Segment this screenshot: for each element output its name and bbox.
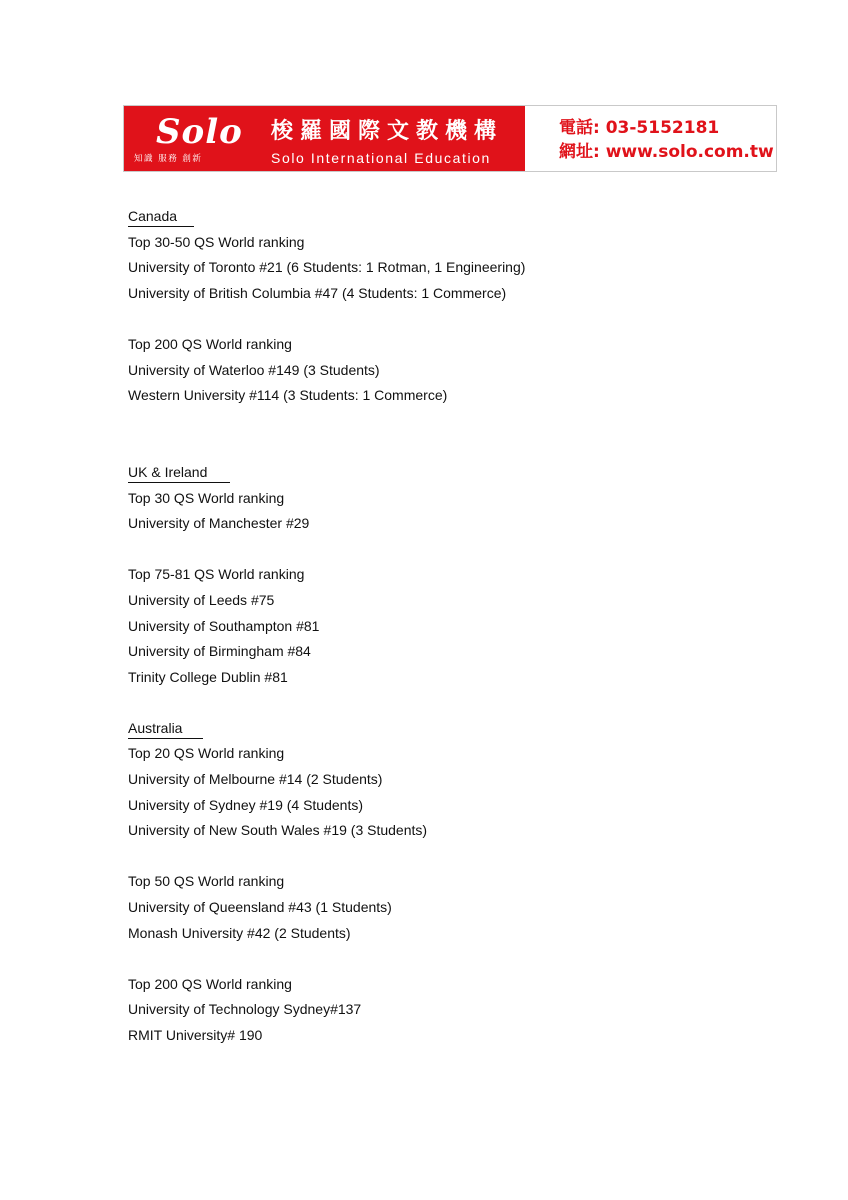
list-item: Monash University #42 (2 Students) [128,924,351,941]
list-item: University of Manchester #29 [128,515,310,532]
brand-english-name: Solo International Education [271,150,491,166]
website-link[interactable]: 網址: www.solo.com.tw [559,142,774,162]
brand-tagline: 知識 服務 創新 [134,154,203,164]
region-title: Canada [128,207,194,227]
list-item: University of Leeds #75 [128,591,275,608]
region-heading-uk-ireland [128,460,525,486]
list-item: RMIT University# 190 [128,1027,263,1043]
phone-number: 電話: 03-5152181 [559,118,720,138]
list-item: University of Technology Sydney#137 [128,1001,362,1018]
list-item: University of British Columbia #47 (4 Students: 1 Commerce) [128,284,507,301]
group-heading: Top 75-81 QS World ranking [128,566,305,583]
header-banner [123,105,777,172]
group-heading: Top 200 QS World ranking [128,975,292,992]
region-heading-australia [128,716,525,742]
group-heading: Top 200 QS World ranking [128,335,292,352]
group-heading: Top 30 QS World ranking [128,489,285,506]
list-item: University of Queensland #43 (1 Students) [128,899,392,916]
region-title: UK & Ireland [128,463,230,483]
group-heading: Top 50 QS World ranking [128,873,285,890]
list-item: Trinity College Dublin #81 [128,668,288,685]
group-heading: Top 30-50 QS World ranking [128,233,305,250]
list-item: University of Southampton #81 [128,617,320,634]
list-item: University of Sydney #19 (4 Students) [128,796,364,813]
list-item: University of Birmingham #84 [128,643,311,660]
list-item: University of Melbourne #14 (2 Students) [128,771,383,788]
region-title: Australia [128,719,203,739]
contact-panel [525,106,776,171]
brand-logo [124,106,525,171]
region-heading-canada [128,204,525,230]
ranking-list [128,204,525,1049]
list-item: University of New South Wales #19 (3 Students) [128,822,428,839]
list-item: University of Waterloo #149 (3 Students) [128,361,380,378]
brand-latin-name: Solo [156,112,243,152]
list-item: University of Toronto #21 (6 Students: 1 Rotman, 1 Engineering) [128,259,526,276]
brand-chinese-name: 梭羅國際文教機構 [271,119,504,144]
group-heading: Top 20 QS World ranking [128,745,285,762]
list-item: Western University #114 (3 Students: 1 Commerce) [128,387,448,404]
